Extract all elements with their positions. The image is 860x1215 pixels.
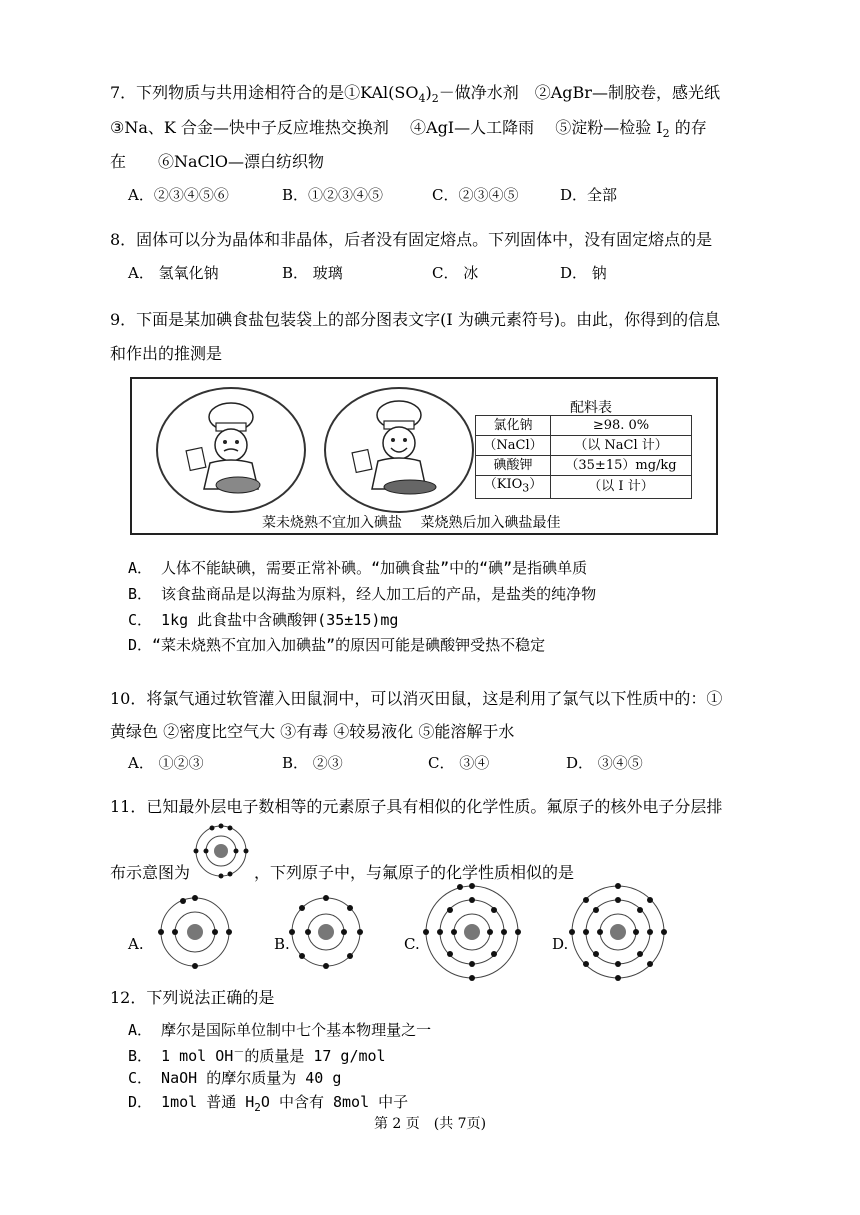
q7-line1: 7．下列物质与共用途相符合的是$①KAl(SO_4)_2-$做净水剂 ②AgBr—制胶卷，感光纸 (110, 83, 720, 106)
row1-name: 氯化钠 (476, 416, 551, 436)
q9-option-d[interactable]: D．“菜未烧熟不宜加入加碘盐”的原因可能是碘酸钾受热不稳定 (128, 636, 546, 654)
q10-line1: 10．将氯气通过软管灌入田鼠洞中，可以消灭田鼠，这是利用了氯气以下性质中的：① (110, 689, 723, 708)
figure-caption: 菜未烧熟不宜加入碘盐 菜烧熟后加入碘盐最佳 (262, 515, 561, 531)
q8-option-a[interactable]: A． 氢氧化钠 (128, 264, 219, 282)
q11-line1: 11．已知最外层电子数相等的元素原子具有相似的化学性质。氟原子的核外电子分层排 (110, 797, 723, 816)
q10-option-b[interactable]: B． ②③ (282, 754, 343, 772)
q7-line2: ③Na、K 合金—快中子反应堆热交换剂 ④AgI—人工降雨 ⑤淀粉—检验 $I_2$ 的存 (110, 118, 707, 141)
q8-line1: 8．固体可以分为晶体和非晶体，后者没有固定熔点。下列固体中，没有固定熔点的是 (110, 230, 713, 249)
ingredient-table-title: 配料表 (570, 400, 612, 416)
q12-option-a[interactable]: A． 摩尔是国际单位制中七个基本物理量之一 (128, 1021, 432, 1039)
q11-option-d[interactable]: D. (552, 935, 569, 953)
q9-line2: 和作出的推测是 (110, 344, 223, 363)
q12-option-c[interactable]: C． NaOH 的摩尔质量为 40 g (128, 1069, 342, 1087)
q11-line2b: ，下列原子中，与氟原子的化学性质相似的是 (254, 863, 575, 882)
q7-option-b[interactable]: B．①②③④⑤ (282, 186, 384, 204)
atom-diagram-d (568, 882, 668, 982)
q12-option-d[interactable]: D． 1mol 普通 $H_2O$ 中含有 8mol 中子 (128, 1093, 409, 1114)
fluorine-atom-diagram (192, 822, 250, 880)
q10-option-a[interactable]: A． ①②③ (128, 754, 204, 772)
chef-right-icon (326, 389, 472, 511)
q7-option-a[interactable]: A．②③④⑤⑥ (128, 186, 229, 204)
q9-option-c[interactable]: C． 1kg 此食盐中含碘酸钾(35±15)mg (128, 611, 399, 629)
q10-line2: 黄绿色 ②密度比空气大 ③有毒 ④较易液化 ⑤能溶解于水 (110, 722, 515, 741)
q11-option-b[interactable]: B. (274, 935, 290, 953)
page-footer: 第 2 页 (共 7页) (373, 1116, 487, 1132)
chef-plate-left (156, 387, 306, 513)
q8-option-c[interactable]: C． 冰 (432, 264, 479, 282)
q12-line1: 12．下列说法正确的是 (110, 988, 275, 1007)
q10-option-d[interactable]: D． ③④⑤ (566, 754, 643, 772)
row2-formula: $(KIO_3)$ (476, 476, 551, 499)
q8-option-b[interactable]: B． 玻璃 (282, 264, 343, 282)
q8-option-d[interactable]: D． 钠 (560, 264, 607, 282)
q7-line3: 在 ⑥NaClO—漂白纺织物 (110, 152, 325, 171)
ingredient-table (475, 415, 692, 499)
q11-option-a[interactable]: A. (128, 935, 144, 953)
q11-option-c[interactable]: C. (404, 935, 420, 953)
q9-option-b[interactable]: B． 该食盐商品是以海盐为原料，经人加工后的产品，是盐类的纯净物 (128, 585, 597, 603)
row1-value: ≥98. 0% (551, 416, 692, 436)
row2-name: 碘酸钾 (476, 456, 551, 476)
atom-diagram-a (150, 892, 240, 972)
row2-value: （35±15）mg/kg (551, 456, 692, 476)
row1-formula: （NaCl） (476, 436, 551, 456)
q9-line1: 9．下面是某加碘食盐包装袋上的部分图表文字(I 为碘元素符号)。由此，你得到的信息 (110, 310, 721, 329)
chef-plate-right (324, 387, 474, 513)
row1-note: （以 NaCl 计） (551, 436, 692, 456)
q12-option-b[interactable]: B． 1 mol OH－的质量是 17 g/mol (128, 1045, 386, 1065)
q7-option-c[interactable]: C．②③④⑤ (432, 186, 519, 204)
chef-left-icon (158, 389, 304, 511)
q11-line2a: 布示意图为 (110, 863, 191, 882)
q7-option-d[interactable]: D．全部 (560, 186, 618, 204)
q9-option-a[interactable]: A． 人体不能缺碘，需要正常补碘。“加碘食盐”中的“碘”是指碘单质 (128, 559, 588, 577)
atom-diagram-c (422, 882, 522, 982)
atom-diagram-b (286, 892, 366, 972)
row2-note: （以 I 计） (551, 476, 692, 499)
q10-option-c[interactable]: C． ③④ (428, 754, 490, 772)
